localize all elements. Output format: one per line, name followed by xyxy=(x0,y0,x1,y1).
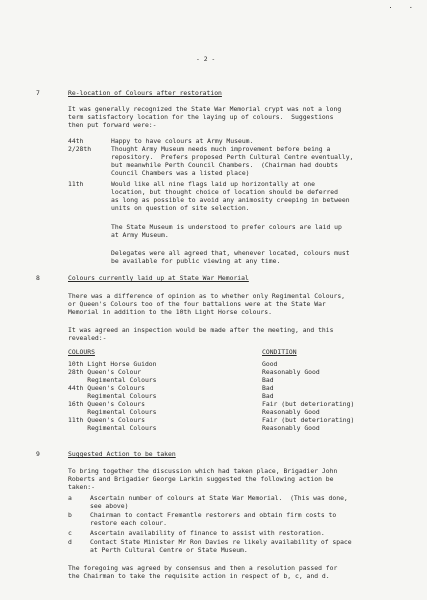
table-row-condition: Bad xyxy=(262,376,274,384)
table-row-condition: Bad xyxy=(262,384,274,392)
action-letter: c xyxy=(68,529,72,537)
section-7-intro-line: It was generally recognized the State War Memorial crypt was not a long xyxy=(68,105,342,113)
table-row-condition: Fair (but deteriorating) xyxy=(262,416,355,424)
section-8-heading: Colours currently laid up at State War Memorial xyxy=(68,274,249,282)
entry-line: repository. Prefers proposed Perth Cultural Centre eventually, xyxy=(111,153,354,161)
museum-note-line: The State Museum is understood to prefer colours are laid up xyxy=(111,223,342,231)
section-9-heading: Suggested Action to be taken xyxy=(68,450,176,458)
table-row-colour: Regimental Colours xyxy=(68,408,157,416)
inspection-line: revealed:- xyxy=(68,334,107,342)
action-line: Ascertain number of colours at State War Memorial. (This was done, xyxy=(90,494,348,502)
section-8-intro-line: Memorial in addition to the 10th Light Horse colours. xyxy=(68,308,272,316)
corner-marks: . . xyxy=(388,2,419,10)
action-line: Ascertain availability of finance to assist with restoration. xyxy=(90,529,325,537)
table-row-condition: Reasonably Good xyxy=(262,408,320,416)
action-line: restore each colour. xyxy=(90,519,167,527)
table-row-colour: 10th Light Horse Guidon xyxy=(68,360,157,368)
table-row-colour: Regimental Colours xyxy=(68,424,157,432)
condition-column-header: CONDITION xyxy=(262,348,297,356)
closing-line: The foregoing was agreed by consensus and then a resolution passed for xyxy=(68,564,338,572)
table-row-colour: Regimental Colours xyxy=(68,376,157,384)
table-row-colour: 28th Queen's Colour xyxy=(68,368,142,376)
entry-line: as long as possible to avoid any animosity creeping in between xyxy=(111,196,350,204)
delegates-note-line: be available for public viewing at any time. xyxy=(111,257,281,265)
section-9-intro-line: taken:- xyxy=(68,483,95,491)
table-row-colour: 11th Queen's Colours xyxy=(68,416,145,424)
page-number: - 2 - xyxy=(196,55,216,63)
table-row-condition: Bad xyxy=(262,392,274,400)
section-7-heading: Re-location of Colours after restoration xyxy=(68,89,222,97)
table-row-condition: Reasonably Good xyxy=(262,424,320,432)
section-7-intro-line: term satisfactory location for the laying up of colours. Suggestions xyxy=(68,113,334,121)
table-row-condition: Fair (but deteriorating) xyxy=(262,400,355,408)
section-8-intro-line: There was a difference of opinion as to whether only Regimental Colours, xyxy=(68,292,346,300)
entry-line: units on question of site selection. xyxy=(111,204,250,212)
entry-line: but meanwhile Perth Council Chambers. (Chairman had doubts xyxy=(111,161,339,169)
action-letter: b xyxy=(68,511,72,519)
entry-line: Would like all nine flags laid up horizontally at one xyxy=(111,180,315,188)
table-row-condition: Reasonably Good xyxy=(262,368,320,376)
table-row-colour: 44th Queen's Colours xyxy=(68,384,145,392)
entry-line: location, but thought choice of location should be deferred xyxy=(111,188,339,196)
section-9-intro-line: Roberts and Brigadier George Larkin suggested the following action be xyxy=(68,475,334,483)
entry-unit: 44th xyxy=(68,137,84,145)
closing-line: the Chairman to take the requisite action in respect of b, c, and d. xyxy=(68,572,330,580)
section-9-intro-line: To bring together the discussion which had taken place, Brigadier John xyxy=(68,467,338,475)
entry-unit: 11th xyxy=(68,180,84,188)
inspection-line: It was agreed an inspection would be made after the meeting, and this xyxy=(68,326,334,334)
section-8-number: 8 xyxy=(36,274,40,282)
section-7-intro-line: then put forward were:- xyxy=(68,121,157,129)
section-7-number: 7 xyxy=(36,89,40,97)
entry-line: Council Chambers was a listed place) xyxy=(111,169,250,177)
museum-note-line: at Army Museum. xyxy=(111,231,169,239)
action-line: Contact State Minister Mr Ron Davies re likely availability of space xyxy=(90,538,352,546)
table-row-colour: Regimental Colours xyxy=(68,392,157,400)
table-row-colour: 16th Queen's Colours xyxy=(68,400,145,408)
action-line: at Perth Cultural Centre or State Museum. xyxy=(90,546,248,554)
delegates-note-line: Delegates were all agreed that, whenever located, colours must xyxy=(111,249,350,257)
entry-unit: 2/28th xyxy=(68,145,92,153)
action-letter: a xyxy=(68,494,72,502)
entry-line: Happy to have colours at Army Museum. xyxy=(111,137,254,145)
action-letter: d xyxy=(68,538,72,546)
action-line: Chairman to contact Fremantle restorers and obtain firm costs to xyxy=(90,511,337,519)
colours-column-header: COLOURS xyxy=(68,348,95,356)
section-9-number: 9 xyxy=(36,450,40,458)
section-8-intro-line: or Queen's Colours too of the four battalions were at the State War xyxy=(68,300,326,308)
action-line: see above) xyxy=(90,502,129,510)
table-row-condition: Good xyxy=(262,360,278,368)
entry-line: Thought Army Museum needs much improvement before being a xyxy=(111,145,331,153)
